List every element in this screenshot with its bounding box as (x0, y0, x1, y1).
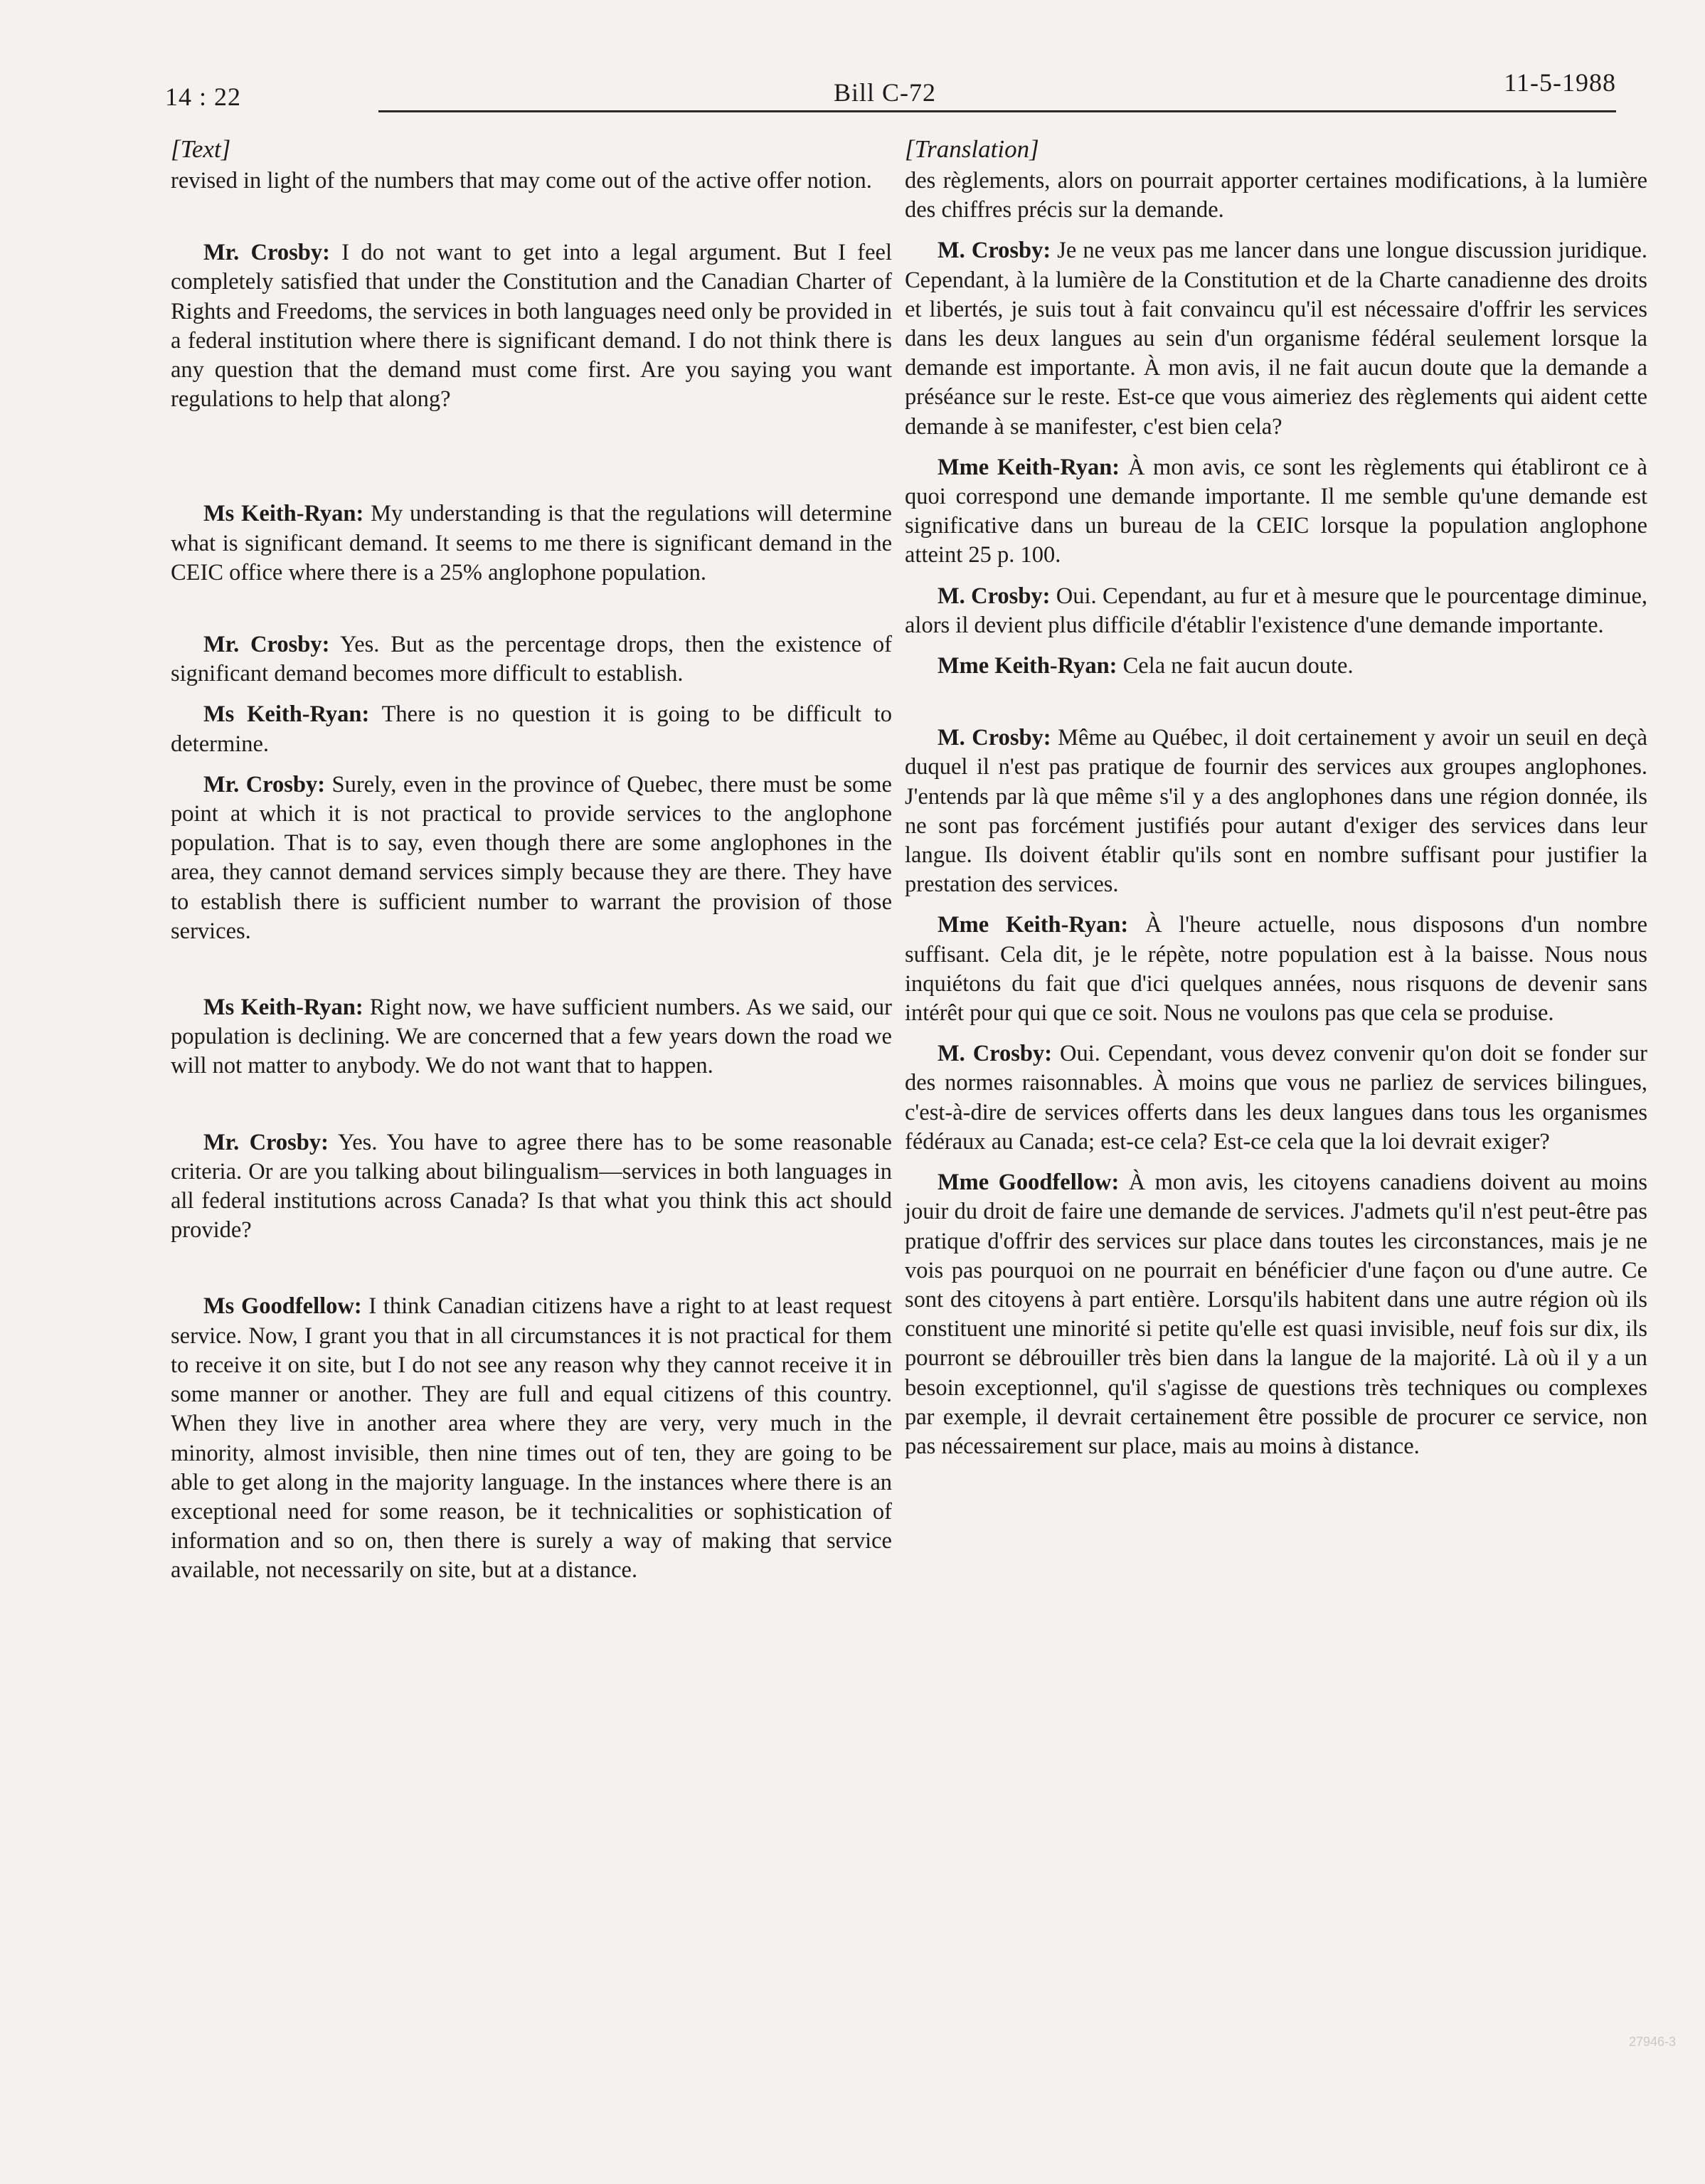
paragraph-text: My understanding is that the regulations will determine what is significant demand. It seems to me there is significant demand in the CEIC office where there is a 25% anglophone population. (171, 501, 892, 585)
paragraph-text: À l'heure actuelle, nous disposons d'un nombre suffisant. Cela dit, je le répète, notre population est à la baisse. Nous nous inquiétons du fait que d'ici quelques années, nous risquons de devenir sans intérêt pour qui que ce soit. Nous ne voulons pas que cela se produise. (905, 912, 1648, 1027)
speaker-name: Mr. Crosby: (203, 771, 326, 797)
paragraph (905, 166, 1647, 225)
paragraph-text: I think Canadian citizens have a right to at least request service. Now, I grant you that in all circumstances it is not practical for them to receive it on site, but I do not see any reason why they cannot receive it in some manner or another. They are full and equal citizens of this country. When they live in another area where they are very, very much in the minority, almost invisible, then nine times out of ten, they are going to be able to get along in the majority language. In the instances where there is an exceptional need for some reason, be it technicalities or sophistication of information and so on, then there is surely a way of making that service available, not necessarily on site, but at a distance. (171, 1293, 892, 1584)
paragraph (171, 993, 892, 1081)
page-header (165, 68, 1616, 113)
speaker-name: Mme Keith-Ryan: (938, 653, 1117, 679)
english-column (171, 135, 892, 1586)
paragraph-text: Cela ne fait aucun doute. (1117, 653, 1354, 679)
page-number: 14 : 22 (165, 83, 242, 111)
paragraph-text: revised in light of the numbers that may come out of the active offer notion. (171, 168, 872, 194)
translation-label: [Translation] (905, 135, 1039, 163)
speaker-name: M. Crosby: (938, 583, 1051, 609)
speaker-name: Mme Goodfellow: (938, 1170, 1120, 1196)
paragraph (171, 499, 892, 588)
paragraph (171, 630, 892, 689)
header-rule (378, 110, 1616, 112)
speaker-name: Ms Goodfellow: (203, 1293, 362, 1320)
paragraph-text: I do not want to get into a legal argument. But I feel completely satisfied that under the Constitution and the Canadian Charter of Rights and Freedoms, the services in both languages need only be provided in a federal institution where there is significant demand. I do not think there is any question that the demand must come first. Are you saying you want regulations to help that along? (171, 240, 892, 413)
paragraph (171, 770, 892, 946)
speaker-name: Mr. Crosby: (203, 632, 330, 658)
paragraph-text: À mon avis, les citoyens canadiens doivent au moins jouir du droit de faire une demande de services. J'admets qu'il n'est peut-être pas pratique d'offrir des services sur place dans toutes les circonstances, mais je ne vois pas pourquoi on ne pourrait en bénéficier d'une façon ou d'une autre. Ce sont des citoyens à part entière. Lorsqu'ils habitent dans une autre région où ils constituent une minorité si petite qu'elle est quasi invisible, neuf fois sur dix, ils pourront se débrouiller très bien dans la langue de la majorité. Là où il y a un besoin exceptionnel, qu'il s'agisse de questions très techniques ou complexes par exemple, il devrait certainement être possible de procurer ce service, non pas nécessairement sur place, mais au moins à distance. (905, 1170, 1647, 1459)
paragraph (171, 700, 892, 758)
paragraph-text: Je ne veux pas me lancer dans une longue discussion juridique. Cependant, à la lumière de la Constitution et de la Charte canadienne des droits et libertés, je suis tout à fait convaincu qu'il est nécessaire d'offrir les services dans les deux langues au sein d'un organisme fédéral seulement lorsque la demande est importante. À mon avis, il ne fait aucun doute que la demande a préséance sur le reste. Est-ce que vous aimeriez des règlements qui aident cette demande à se manifester, c'est bien cela? (905, 238, 1648, 440)
text-label: [Text] (171, 135, 231, 163)
paragraph (171, 1128, 892, 1246)
paragraph-text: Oui. Cependant, au fur et à mesure que le pourcentage diminue, alors il devient plus difficile d'établir l'existence d'une demande importante. (905, 583, 1647, 638)
speaker-name: Mr. Crosby: (203, 1129, 329, 1155)
paragraph (905, 453, 1647, 571)
paragraph-text: Yes. You have to agree there has to be some reasonable criteria. Or are you talking about bilingualism—services in both languages in all federal institutions across Canada? Is that what you think this act should provide? (171, 1129, 892, 1244)
paragraph-text: There is no question it is going to be difficult to determine. (171, 701, 892, 757)
speaker-name: Mr. Crosby: (203, 240, 330, 266)
paragraph (171, 238, 892, 414)
paragraph-text: Même au Québec, il doit certainement y avoir un seuil en deçà duquel il n'est pas pratique de fournir des services aux groupes anglophones. J'entends par là que même s'il y a des anglophones dans une région donnée, ils ne sont pas forcément justifiés pour autant d'exiger des services dans leur langue. Ils doivent établir qu'ils sont en nombre suffisant pour justifier la prestation des services. (905, 725, 1647, 898)
paragraph-text: Oui. Cependant, vous devez convenir qu'on doit se fonder sur des normes raisonnables. À moins que vous ne parliez de services bilingues, c'est-à-dire de services offerts dans les deux langues dans tous les organismes fédéraux au Canada; est-ce cela? Est-ce cela que la loi devrait exiger? (905, 1041, 1647, 1155)
paragraph (171, 1292, 892, 1585)
paragraph (905, 1168, 1647, 1461)
paragraph (171, 166, 892, 196)
paragraph (905, 723, 1647, 899)
paragraph (905, 1039, 1647, 1157)
speaker-name: M. Crosby: (938, 725, 1051, 751)
paragraph (905, 652, 1647, 681)
french-column (905, 135, 1647, 1461)
speaker-name: Ms Keith-Ryan: (203, 701, 370, 728)
paragraph-text: Surely, even in the province of Quebec, there must be some point at which it is not practical to provide services to the anglophone population. That is to say, even though there are some anglophones in the area, they cannot demand services simply because they are there. They have to establish there is sufficient number to warrant the provision of those services. (171, 771, 892, 944)
speaker-name: M. Crosby: (938, 1041, 1053, 1067)
print-code: 27946-3 (1629, 2035, 1677, 2049)
speaker-name: M. Crosby: (938, 238, 1051, 264)
paragraph (905, 582, 1647, 640)
bill-title: Bill C-72 (834, 78, 937, 107)
page-date: 11-5-1988 (1504, 68, 1616, 97)
paragraph-text: des règlements, alors on pourrait apporter certaines modifications, à la lumière des chiffres précis sur la demande. (905, 168, 1647, 223)
speaker-name: Mme Keith-Ryan: (938, 912, 1129, 938)
paragraph-text: Right now, we have sufficient numbers. As we said, our population is declining. We are concerned that a few years down the road we will not matter to anybody. We do not want that to happen. (171, 995, 892, 1079)
speaker-name: Mme Keith-Ryan: (938, 454, 1120, 480)
speaker-name: Ms Keith-Ryan: (203, 501, 364, 527)
paragraph-text: Yes. But as the percentage drops, then the existence of significant demand becomes more difficult to establish. (171, 632, 892, 687)
paragraph-text: À mon avis, ce sont les règlements qui établiront ce à quoi correspond une demande importante. Il me semble qu'une demande est significative dans un bureau de la CEIC lorsque la population anglophone atteint 25 p. 100. (905, 454, 1647, 568)
paragraph (905, 236, 1647, 441)
paragraph (905, 911, 1647, 1028)
speaker-name: Ms Keith-Ryan: (203, 995, 363, 1021)
